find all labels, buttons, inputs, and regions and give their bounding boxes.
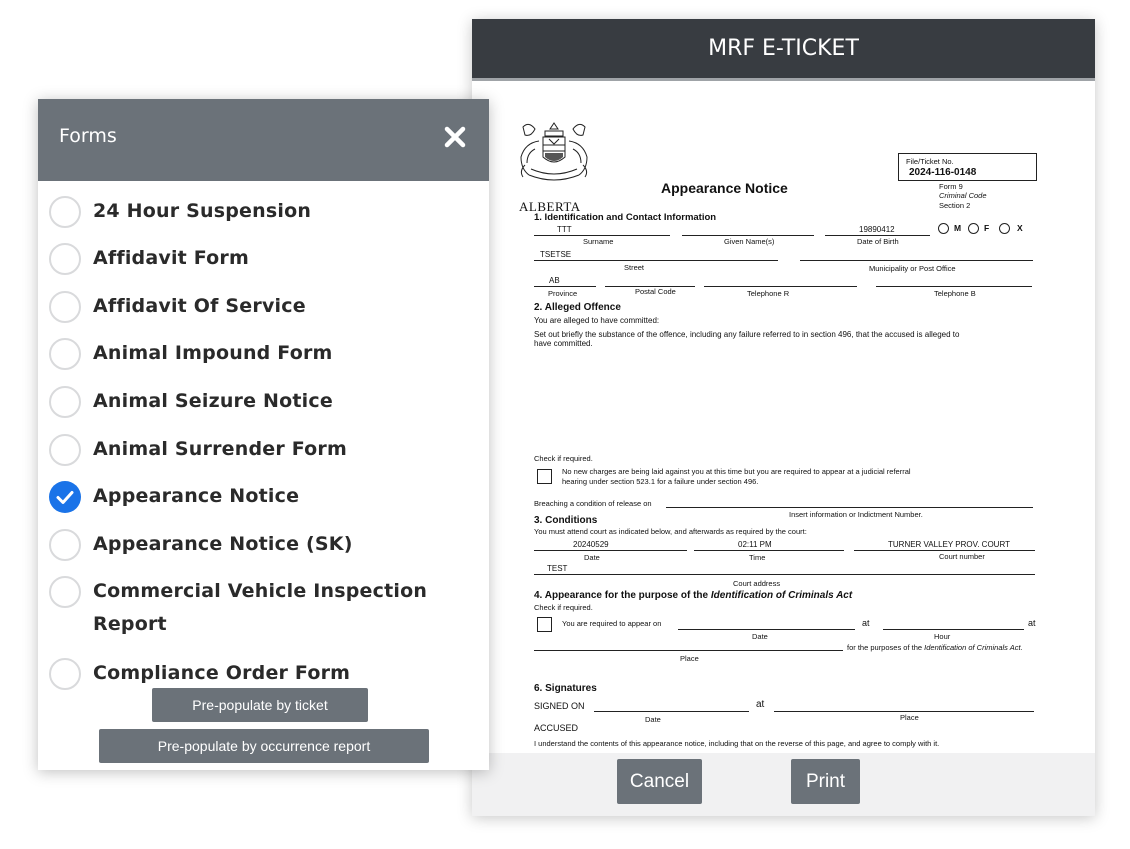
form-radio-checked[interactable] <box>49 481 81 513</box>
appear-checkbox[interactable] <box>537 617 552 632</box>
form-item-affidavit-form[interactable] <box>38 242 489 276</box>
form-radio[interactable] <box>49 386 81 418</box>
telephone-b-label: Telephone B <box>934 289 976 298</box>
form-radio[interactable] <box>49 291 81 323</box>
purposes-text: for the purposes of the Identification of Criminals Act. <box>847 643 1023 652</box>
check-icon <box>49 481 81 513</box>
appear-at-label-2: at <box>1028 618 1036 628</box>
form-item-label-line-2: Report <box>93 613 167 635</box>
dob-value: 19890412 <box>859 225 895 234</box>
form-radio[interactable] <box>49 434 81 466</box>
form-radio[interactable] <box>49 243 81 275</box>
telephone-r-label: Telephone R <box>747 289 790 298</box>
surname-value: TTT <box>557 225 572 234</box>
prepopulate-by-occurrence-report-button[interactable]: Pre-populate by occurrence report <box>99 729 429 763</box>
section-6-title: 6. Signatures <box>534 683 597 694</box>
court-number-value: TURNER VALLEY PROV. COURT <box>888 540 1010 549</box>
file-ticket-value: 2024-116-0148 <box>909 167 977 178</box>
forms-panel <box>38 99 489 770</box>
form-item-label: Animal Seizure Notice <box>93 390 333 412</box>
breaching-label: Breaching a condition of release on <box>534 499 652 508</box>
file-ticket-label: File/Ticket No. <box>906 157 954 166</box>
close-icon[interactable] <box>441 123 469 151</box>
form-item-appearance-notice-sk[interactable] <box>38 528 489 562</box>
court-address-label: Court address <box>733 579 781 588</box>
form-radio[interactable] <box>49 338 81 370</box>
court-address-value: TEST <box>547 564 568 573</box>
eticket-footer <box>472 753 1095 816</box>
gender-x-radio[interactable] <box>999 223 1010 234</box>
forms-list[interactable] <box>38 181 489 684</box>
alberta-coat-of-arms-icon <box>509 119 599 189</box>
given-name-label: Given Name(s) <box>724 237 775 246</box>
street-value: TSETSE <box>540 250 572 259</box>
form-radio[interactable] <box>49 658 81 690</box>
form-item-animal-impound-form[interactable] <box>38 337 489 371</box>
form-item-commercial-vehicle-inspection-report[interactable] <box>38 575 489 643</box>
no-charges-text-2: hearing under section 523.1 for a failure under section 496. <box>562 477 759 486</box>
province-value: AB <box>549 276 560 285</box>
section-4-check: Check if required. <box>534 603 593 612</box>
province-label: Province <box>548 289 578 298</box>
gender-f-label: F <box>984 223 990 233</box>
form-item-affidavit-of-service[interactable] <box>38 290 489 324</box>
form-item-label: Affidavit Form <box>93 247 249 269</box>
form-number: Form 9 <box>939 182 963 191</box>
form-item-label: 24 Hour Suspension <box>93 200 312 222</box>
form-radio[interactable] <box>49 196 81 228</box>
forms-header <box>38 99 489 181</box>
section-2-text-1: You are alleged to have committed: <box>534 316 660 325</box>
no-charges-checkbox[interactable] <box>537 469 552 484</box>
court-time-value: 02:11 PM <box>738 540 772 549</box>
section-4-title: 4. Appearance for the purpose of the Identification of Criminals Act <box>534 590 853 601</box>
eticket-title: MRF E-TICKET <box>472 19 1095 81</box>
province-name: ALBERTA <box>519 199 581 214</box>
court-number-label: Court number <box>939 552 985 561</box>
form-item-label: Appearance Notice <box>93 485 300 507</box>
court-time-label: Time <box>749 553 766 562</box>
form-item-label: Affidavit Of Service <box>93 295 306 317</box>
appear-date-label: Date <box>752 632 768 641</box>
appear-place-label: Place <box>680 654 699 663</box>
print-button[interactable]: Print <box>791 759 860 804</box>
gender-m-radio[interactable] <box>938 223 949 234</box>
form-title: Appearance Notice <box>661 180 788 196</box>
form-radio[interactable] <box>49 529 81 561</box>
form-item-animal-surrender-form[interactable] <box>38 433 489 467</box>
understand-text: I understand the contents of this appearance notice, including that on the reverse of this page, and agree to comply with it. <box>534 739 940 748</box>
signed-at-label: at <box>756 699 765 710</box>
form-item-animal-seizure-notice[interactable] <box>38 385 489 419</box>
eticket-window <box>472 19 1095 816</box>
section-2-text-2: Set out briefly the substance of the offence, including any failure referred to in section 496, that the accused is alleged to <box>534 330 960 339</box>
form-item-label: Compliance Order Form <box>93 662 351 684</box>
insert-info-label: Insert information or Indictment Number. <box>789 510 923 519</box>
gender-m-label: M <box>954 223 962 233</box>
form-item-compliance-order-form[interactable] <box>38 657 489 691</box>
gender-f-radio[interactable] <box>968 223 979 234</box>
section-3-title: 3. Conditions <box>534 515 598 526</box>
section-2-text-3: have committed. <box>534 339 593 348</box>
signed-place-label: Place <box>900 713 919 722</box>
forms-title: Forms <box>59 125 117 147</box>
section-1-title: 1. Identification and Contact Information <box>534 212 717 223</box>
appear-at-label: at <box>862 618 870 628</box>
appearance-notice-document[interactable] <box>502 101 1094 753</box>
postal-code-label: Postal Code <box>635 287 676 296</box>
appear-on-label: You are required to appear on <box>562 619 662 628</box>
accused-label: ACCUSED <box>534 723 579 733</box>
court-date-value: 20240529 <box>573 540 609 549</box>
appear-hour-label: Hour <box>934 632 951 641</box>
form-item-label: Animal Surrender Form <box>93 438 347 460</box>
section-2-title: 2. Alleged Offence <box>534 302 621 313</box>
form-item-label: Appearance Notice (SK) <box>93 533 353 555</box>
court-date-label: Date <box>584 553 600 562</box>
gender-x-label: X <box>1017 223 1023 233</box>
signed-on-label: SIGNED ON <box>534 701 585 711</box>
form-item-label: Animal Impound Form <box>93 342 333 364</box>
municipality-label: Municipality or Post Office <box>869 264 956 273</box>
section-3-text: You must attend court as indicated below, and afterwards as required by the court: <box>534 527 807 536</box>
dob-label: Date of Birth <box>857 237 899 246</box>
prepopulate-by-ticket-button[interactable]: Pre-populate by ticket <box>152 688 368 722</box>
surname-label: Surname <box>583 237 614 246</box>
no-charges-text-1: No new charges are being laid against you at this time but you are required to appear at a judicial referral <box>562 467 911 476</box>
cancel-button[interactable]: Cancel <box>617 759 702 804</box>
form-item-appearance-notice[interactable] <box>38 480 489 514</box>
street-label: Street <box>624 263 645 272</box>
form-item-label-line-1: Commercial Vehicle Inspection <box>93 580 428 602</box>
form-item-24-hour-suspension[interactable] <box>38 195 489 229</box>
section-label: Section 2 <box>939 201 971 210</box>
form-radio[interactable] <box>49 576 81 608</box>
code-name: Criminal Code <box>939 191 987 200</box>
check-if-required: Check if required. <box>534 454 593 463</box>
signed-date-label: Date <box>645 715 661 724</box>
